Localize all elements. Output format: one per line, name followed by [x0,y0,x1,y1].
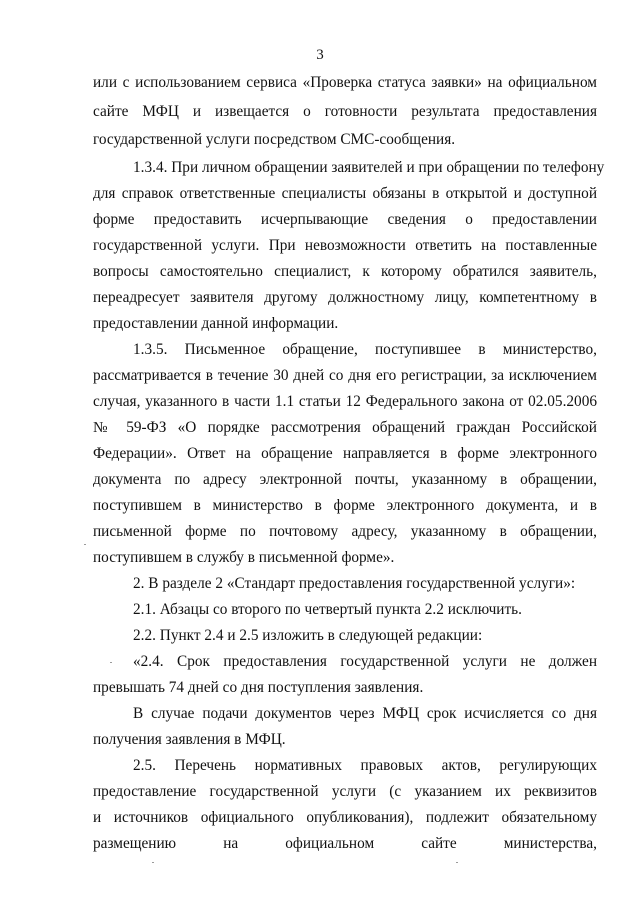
text-line: письменной форме по почтовому адресу, указанному в обращении, [93,523,597,540]
paragraph-line: 2.1. Абзацы со второго по четвертый пункта 2.2 исключить. [133,601,522,618]
page-number: 3 [316,47,324,63]
text-line: поступившем в министерство в форме электронного документа, и в [93,497,597,514]
text-line: рассматривается в течение 30 дней со дня его регистрации, за исключением [93,367,597,384]
scan-speck [456,862,458,863]
paragraph-start-line: 1.3.5. Письменное обращение, поступившее в министерство, [133,341,597,358]
scan-speck [110,662,112,663]
text-line: случая, указанного в части 1.1 статьи 12 Федерального закона от 02.05.2006 [93,393,597,410]
scan-speck [84,544,86,545]
paragraph-line: 2. В разделе 2 «Стандарт предоставления государственной услуги»: [133,575,576,592]
text-line: предоставление государственной услуги (с указанием их реквизитов [93,783,597,800]
paragraph-start-line: «2.4. Срок предоставления государственной услуги не должен [133,653,597,670]
text-line: размещению на официальном сайте министерства, [93,835,597,852]
paragraph-line: 2.2. Пункт 2.4 и 2.5 изложить в следующей редакции: [133,627,483,644]
text-line: документа по адресу электронной почты, указанному в обращении, [93,471,597,488]
paragraph-start-line: В случае подачи документов через МФЦ срок исчисляется со дня [133,705,597,722]
paragraph-start-line: 1.3.4. При личном обращении заявителей и при обращении по телефону [133,159,605,176]
text-line: сайте МФЦ и извещается о готовности результата предоставления [93,103,597,120]
text-line: форме предоставить исчерпывающие сведения о предоставлении [93,211,597,228]
text-line: предоставлении данной информации. [93,315,339,332]
text-line: государственной услуги посредством СМС-сообщения. [93,131,456,148]
paragraph-start-line: 2.5. Перечень нормативных правовых актов, регулирующих [133,757,597,774]
scan-speck [152,862,154,863]
text-line: государственной услуги. При невозможности ответить на поставленные [93,237,597,254]
text-line: и источников официального опубликования), подлежит обязательному [93,809,597,826]
text-line: для справок ответственные специалисты обязаны в открытой и доступной [93,185,597,202]
text-line: переадресует заявителя другому должностному лицу, компетентному в [93,289,597,306]
text-line: вопросы самостоятельно специалист, к которому обратился заявитель, [93,263,597,280]
text-line: поступившем в службу в письменной форме». [93,549,395,566]
text-line: превышать 74 дней со дня поступления заявления. [93,679,424,696]
text-line: или с использованием сервиса «Проверка статуса заявки» на официальном [93,74,597,91]
text-line: получения заявления в МФЦ. [93,731,286,748]
text-line: Федерации». Ответ на обращение направляется в форме электронного [93,445,597,462]
text-line: № 59-ФЗ «О порядке рассмотрения обращений граждан Российской [93,419,597,436]
